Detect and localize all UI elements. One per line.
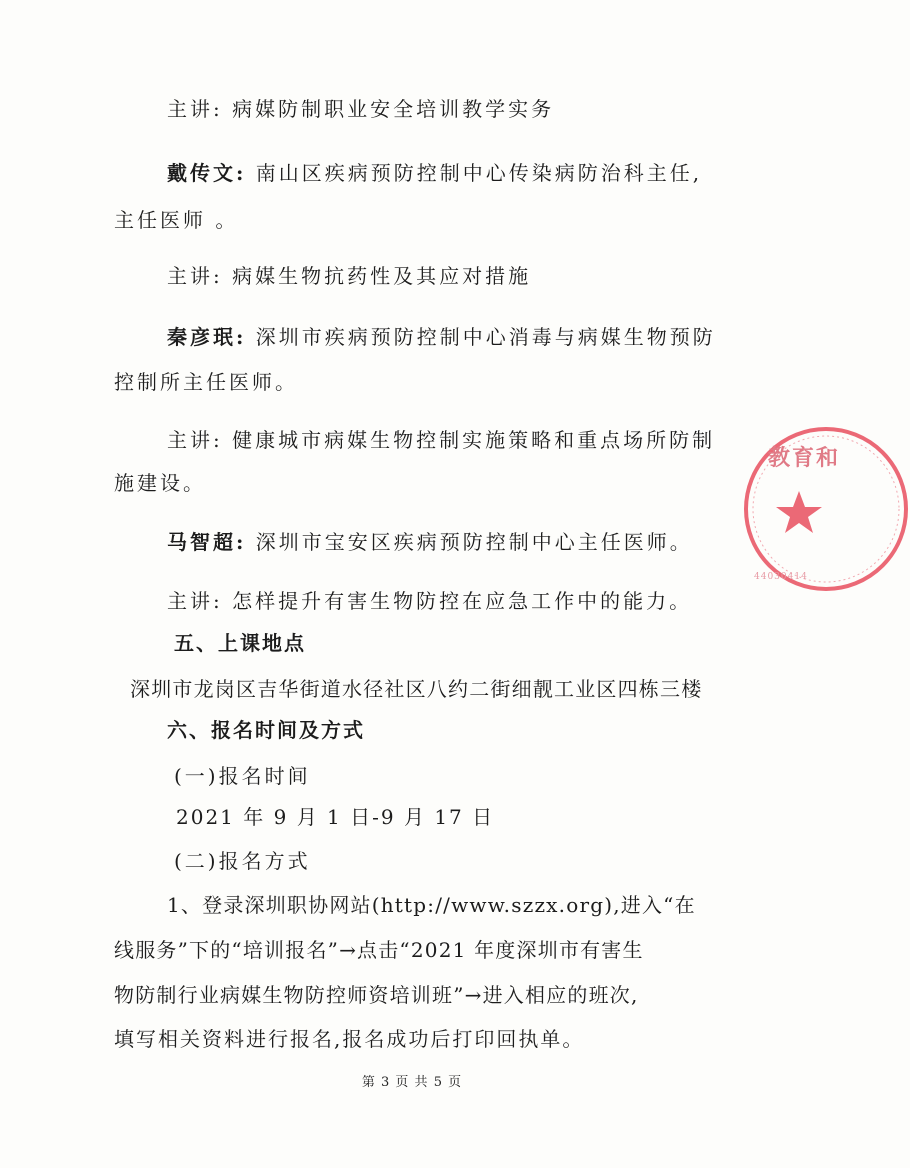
page-footer: 第 3 页 共 5 页 xyxy=(361,1075,463,1090)
lecture-1 xyxy=(167,97,554,121)
lecture-label: 主讲: xyxy=(167,589,223,613)
lecture-topic: 健康城市病媒生物控制实施策略和重点场所防制 xyxy=(232,428,716,452)
lecture-topic: 怎样提升有害生物防控在应急工作中的能力。 xyxy=(232,589,693,613)
lecture-label: 主讲: xyxy=(167,97,223,121)
method-line-3: 物防制行业病媒生物防控师资培训班”→进入相应的班次, xyxy=(114,983,639,1007)
method-line-2: 线服务”下的“培训报名”→点击“2021 年度深圳市有害生 xyxy=(114,938,644,962)
lecture-3-line-1 xyxy=(167,428,715,452)
method-line-1: 1、登录深圳职协网站(http://www.szzx.org),进入“在 xyxy=(167,893,696,917)
speaker-description: 深圳市宝安区疾病预防控制中心主任医师。 xyxy=(255,530,693,554)
speaker-name: 戴传文: xyxy=(167,161,247,185)
lecture-4 xyxy=(167,589,692,613)
seal-inscription: 教育和 xyxy=(768,445,841,471)
venue-address: 深圳市龙岗区吉华街道水径社区八约二街细靓工业区四栋三楼 xyxy=(130,677,703,701)
speaker-3 xyxy=(167,530,693,554)
lecture-topic-cont: 施建设。 xyxy=(114,471,206,495)
lecture-topic: 病媒防制职业安全培训教学实务 xyxy=(232,97,555,121)
speaker-description-cont: 控制所主任医师。 xyxy=(114,370,298,394)
registration-method-heading: (二)报名方式 xyxy=(174,849,311,873)
section-5-heading: 五、上课地点 xyxy=(174,631,306,655)
registration-time-value: 2021 年 9 月 1 日-9 月 17 日 xyxy=(176,805,495,829)
speaker-description: 南山区疾病预防控制中心传染病防治科主任, xyxy=(255,161,703,185)
speaker-description: 深圳市疾病预防控制中心消毒与病媒生物预防 xyxy=(255,325,716,349)
lecture-label: 主讲: xyxy=(167,428,223,452)
seal-number: 44030414 xyxy=(754,572,808,582)
speaker-2-line-1 xyxy=(167,325,716,349)
lecture-2 xyxy=(167,264,531,288)
star-icon xyxy=(776,491,822,533)
registration-time-heading: (一)报名时间 xyxy=(174,764,311,788)
speaker-1-line-2 xyxy=(114,208,238,232)
speaker-description-cont: 主任医师 。 xyxy=(114,208,239,232)
speaker-2-line-2 xyxy=(114,370,298,394)
lecture-3-line-2 xyxy=(114,471,206,495)
speaker-1-line-1 xyxy=(167,161,702,185)
lecture-label: 主讲: xyxy=(167,264,223,288)
method-line-4: 填写相关资料进行报名,报名成功后打印回执单。 xyxy=(114,1027,585,1051)
section-6-heading: 六、报名时间及方式 xyxy=(167,718,365,742)
speaker-name: 马智超: xyxy=(167,530,247,554)
speaker-name: 秦彦珉: xyxy=(167,325,247,349)
lecture-topic: 病媒生物抗药性及其应对措施 xyxy=(232,264,532,288)
